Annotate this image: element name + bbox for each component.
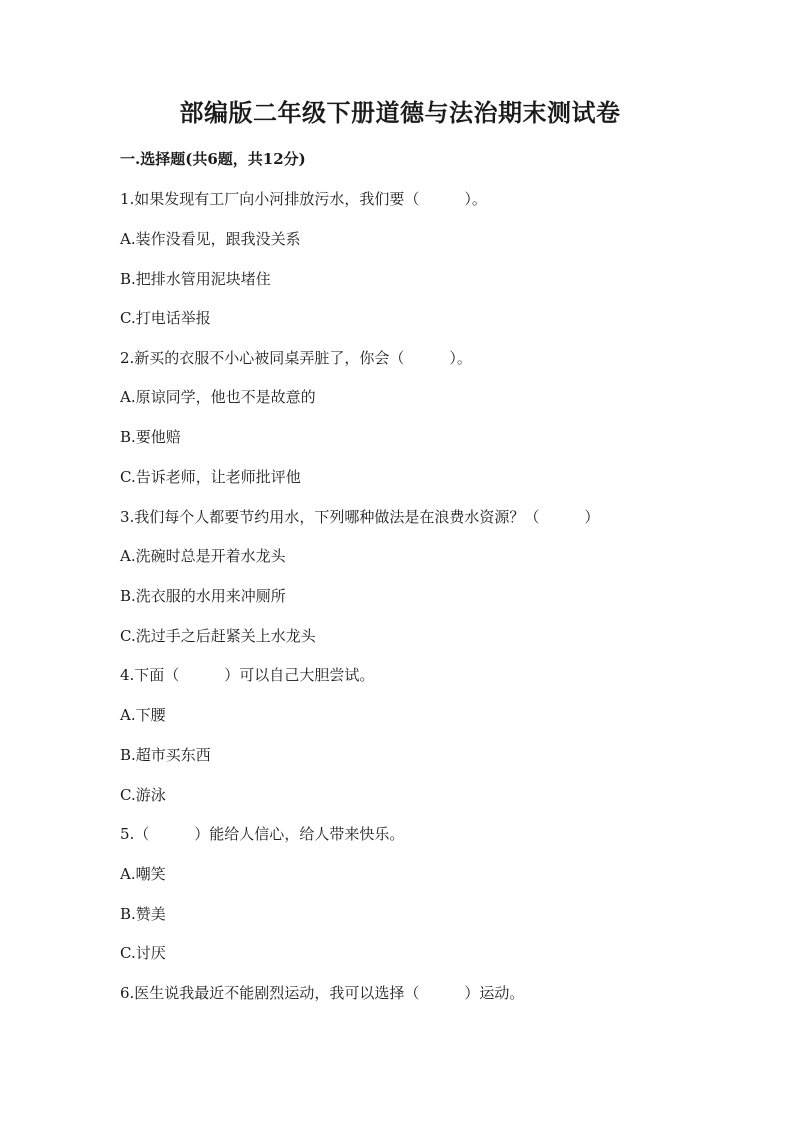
question-4-option-a: A.下腰 [120, 706, 166, 724]
question-3-option-a: A.洗碗时总是开着水龙头 [120, 547, 286, 565]
question-1-option-c: C.打电话举报 [120, 309, 211, 327]
section-heading: 一.选择题(共6题，共12分) [120, 150, 306, 168]
question-4-option-b: B.超市买东西 [120, 746, 211, 764]
question-5-option-c: C.讨厌 [120, 944, 166, 962]
question-3-stem: 3.我们每个人都要节约用水，下列哪种做法是在浪费水资源？（ ） [120, 508, 600, 526]
question-1-option-a: A.装作没看见，跟我没关系 [120, 230, 301, 248]
page-title: 部编版二年级下册道德与法治期末测试卷 [179, 98, 621, 127]
question-3-option-b: B.洗衣服的水用来冲厕所 [120, 587, 286, 605]
question-5-option-a: A.嘲笑 [120, 865, 166, 883]
question-6-stem: 6.医生说我最近不能剧烈运动，我可以选择（ ）运动。 [120, 984, 525, 1002]
question-2-option-a: A.原谅同学，他也不是故意的 [120, 388, 316, 406]
question-4-stem: 4.下面（ ）可以自己大胆尝试。 [120, 666, 375, 684]
question-2-option-b: B.要他赔 [120, 428, 181, 446]
question-2-stem: 2.新买的衣服不小心被同桌弄脏了，你会（ ）。 [120, 349, 472, 367]
question-4-option-c: C.游泳 [120, 786, 166, 804]
question-1-option-b: B.把排水管用泥块堵住 [120, 270, 271, 288]
question-3-option-c: C.洗过手之后赶紧关上水龙头 [120, 627, 316, 645]
question-2-option-c: C.告诉老师，让老师批评他 [120, 468, 301, 486]
question-5-stem: 5.（ ）能给人信心，给人带来快乐。 [120, 825, 405, 843]
question-5-option-b: B.赞美 [120, 905, 166, 923]
question-1-stem: 1.如果发现有工厂向小河排放污水，我们要（ ）。 [120, 190, 487, 208]
